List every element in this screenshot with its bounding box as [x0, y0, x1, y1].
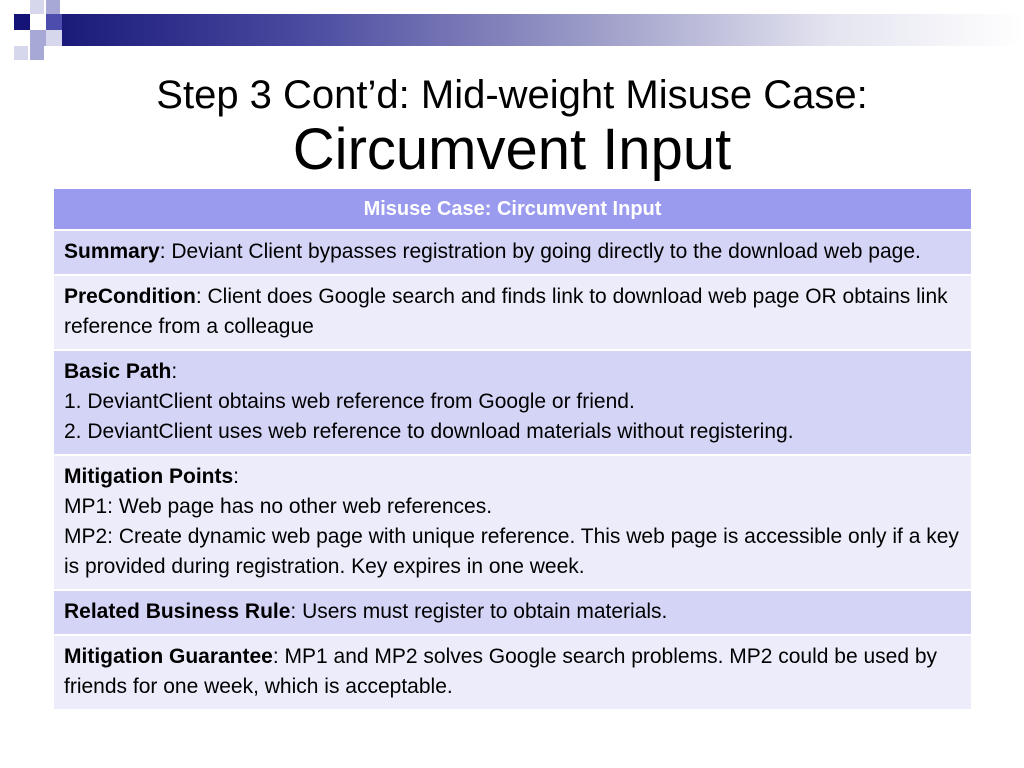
related-business-rule-cell — [53, 590, 972, 635]
title-line-1: Step 3 Cont’d: Mid-weight Misuse Case: — [156, 73, 868, 117]
related-business-rule-text: Users must register to obtain materials. — [302, 600, 668, 623]
decor-square — [14, 46, 28, 60]
mitigation-guarantee-separator: : — [272, 645, 285, 668]
basic-path-cell — [53, 350, 972, 455]
decor-square — [46, 0, 60, 14]
slide-title — [0, 72, 1024, 182]
mitigation-point: MP1: Web page has no other web references. — [64, 495, 493, 518]
related-business-rule-separator: : — [290, 600, 303, 623]
decor-square — [30, 46, 44, 60]
basic-path-step: 2. DeviantClient uses web reference to download materials without registering. — [64, 420, 794, 443]
mitigation-point: MP2: Create dynamic web page with unique reference. This web page is accessible only if a key is provided during registration. Key expires in one week. — [64, 525, 959, 578]
table-header: Misuse Case: Circumvent Input — [53, 188, 972, 230]
summary-separator: : — [159, 240, 172, 263]
related-business-rule-label: Related Business Rule — [64, 600, 291, 623]
table-row-mitigation-points — [53, 455, 972, 590]
table-row-related-business-rule — [53, 590, 972, 635]
mitigation-points-separator: : — [233, 465, 239, 488]
basic-path-separator: : — [171, 360, 178, 383]
decor-square — [46, 30, 62, 46]
mitigation-points-cell — [53, 455, 972, 590]
table-row-summary — [53, 230, 972, 275]
title-line-2: Circumvent Input — [292, 117, 732, 182]
precondition-separator: : — [195, 285, 208, 308]
table-row-mitigation-guarantee — [53, 635, 972, 710]
summary-text: Deviant Client bypasses registration by going directly to the download web page. — [171, 240, 921, 263]
summary-cell — [53, 230, 972, 275]
precondition-label: PreCondition — [64, 285, 196, 308]
precondition-text: Client does Google search and finds link to download web page OR obtains link reference from a colleague — [64, 285, 948, 338]
decor-square — [30, 0, 44, 14]
mitigation-guarantee-text: MP1 and MP2 solves Google search problems. MP2 could be used by friends for one week, which is acceptable. — [64, 645, 938, 698]
decor-square — [30, 30, 46, 46]
decor-square — [46, 14, 62, 30]
table-row-precondition — [53, 275, 972, 350]
table-row-basic-path — [53, 350, 972, 455]
misuse-case-table — [52, 187, 973, 711]
header-gradient-band — [62, 14, 1024, 46]
precondition-cell — [53, 275, 972, 350]
summary-label: Summary — [64, 240, 160, 263]
decor-square — [14, 14, 30, 30]
mitigation-guarantee-cell — [53, 635, 972, 710]
basic-path-step: 1. DeviantClient obtains web reference from Google or friend. — [64, 390, 635, 413]
basic-path-label: Basic Path — [64, 360, 172, 383]
mitigation-guarantee-label: Mitigation Guarantee — [64, 645, 273, 668]
mitigation-points-label: Mitigation Points — [64, 465, 234, 488]
